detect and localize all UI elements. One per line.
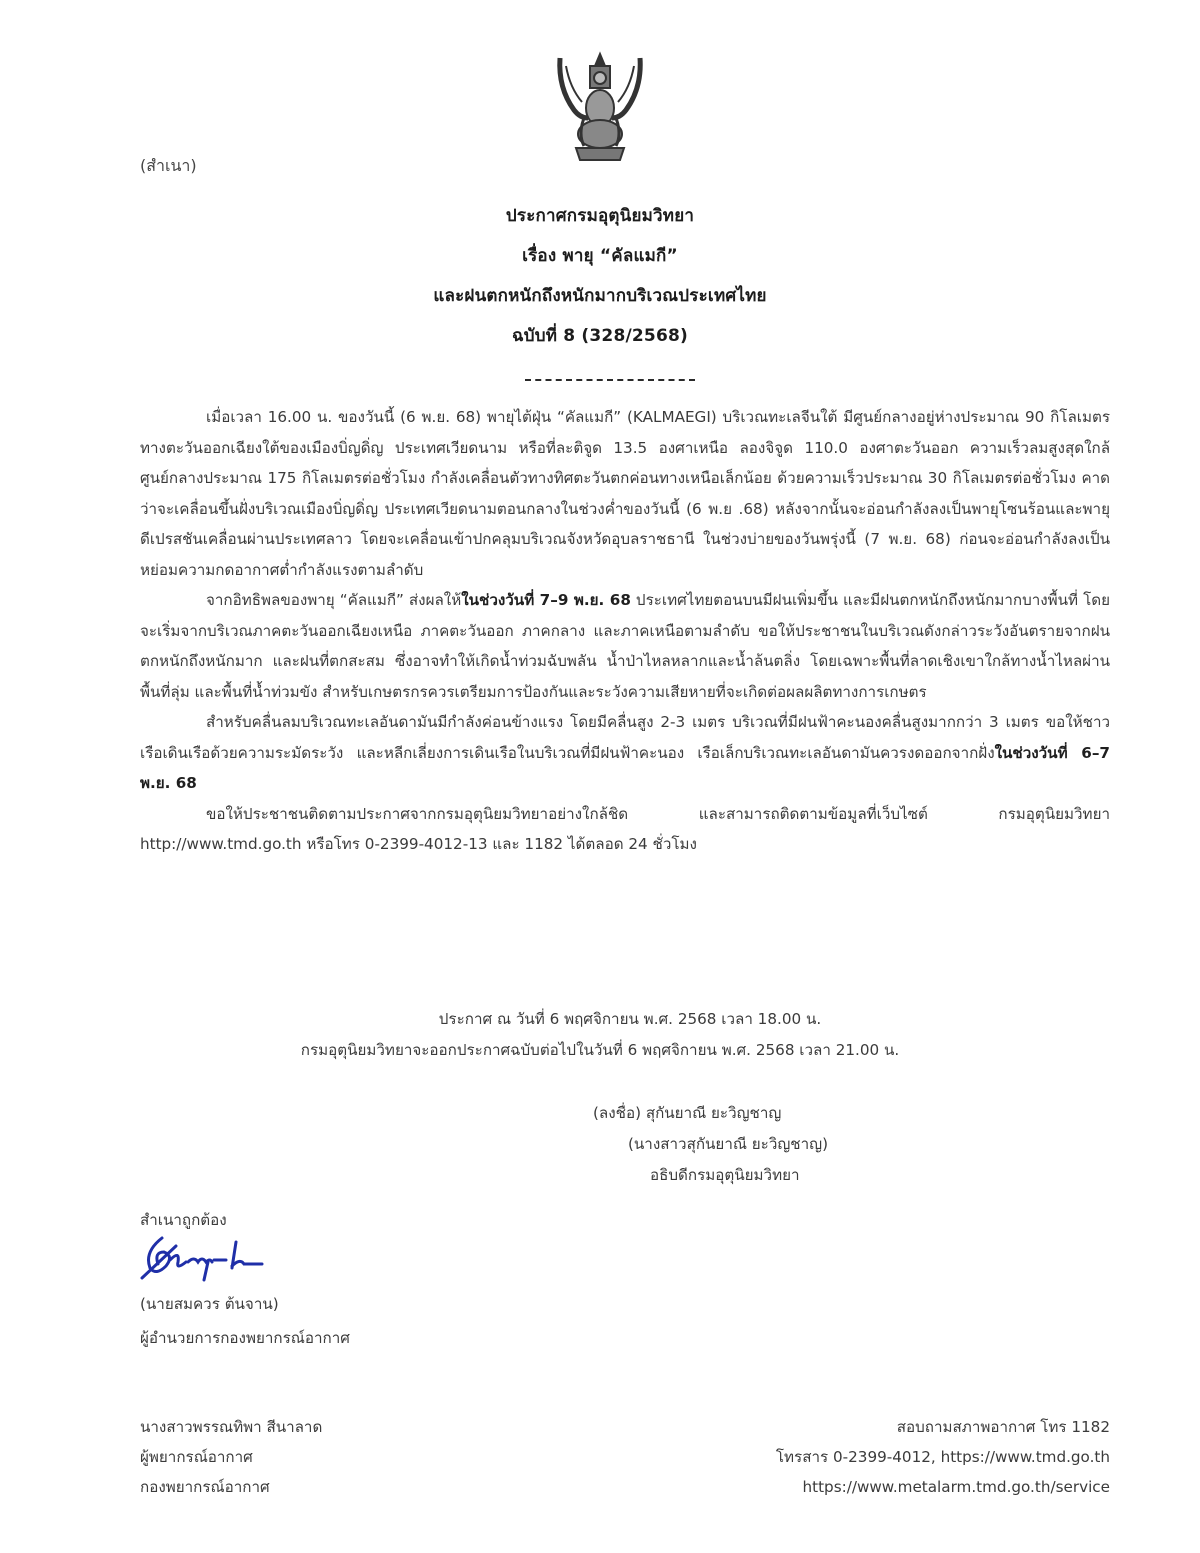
signed-name: (ลงชื่อ) สุกันยาณี ยะวิญชาญ	[593, 1104, 782, 1122]
paragraph-storm-position	[140, 402, 1110, 585]
bold-date-range: ในช่วงวันที่ 7–9 พ.ย. 68	[461, 591, 631, 609]
paragraph-rain-impact	[140, 585, 1110, 707]
announcement-dates	[0, 1004, 1200, 1066]
paragraph-text: ประเทศไทยตอนบนมีฝนเพิ่มขึ้น และมีฝนตกหนักถึงหนักมากบางพื้นที่ โดยจะเริ่มจากบริเวณภาคตะวันออกเฉียงเหนือ ภาคตะวันออก ภาคกลาง และภาคเหนือตามลำดับ ขอให้ประชาชนในบริเวณดังกล่าวระวังอันตรายจากฝนตกหนักถึงหนักมาก และฝนที่ตกสะสม ซึ่งอาจทำให้เกิดน้ำท่วมฉับพลัน น้ำป่าไหลหลากและน้ำล้นตลิ่ง โดยเฉพาะพื้นที่ลาดเชิงเขาใกล้ทางน้ำไหลผ่าน พื้นที่ลุ่ม และพื้นที่น้ำท่วมขัง สำหรับเกษตรกรควรเตรียมการป้องกันและระวังความเสียหายที่จะเกิดต่อผลผลิตทางการเกษตร	[140, 591, 1110, 701]
subject-line-2: และฝนตกหนักถึงหนักมากบริเวณประเทศไทย	[433, 286, 767, 306]
paragraph-text: ขอให้ประชาชนติดตามประกาศจากกรมอุตุนิยมวิทยาอย่างใกล้ชิด และสามารถติดตามข้อมูลที่เว็บไซต์ กรมอุตุนิยมวิทยา http://www.tmd.go.th หรือโทร 0-2399-4012-13 และ 1182 ได้ตลอด 24 ชั่วโมง	[140, 804, 1110, 853]
fax-and-website: โทรสาร 0-2399-4012, https://www.tmd.go.th	[775, 1448, 1110, 1466]
certifier-name: (นายสมควร ต้นจาน)	[140, 1295, 279, 1313]
agency-title: ประกาศกรมอุตุนิยมวิทยา	[505, 206, 695, 226]
garuda-emblem-icon	[540, 48, 660, 168]
paragraph-text: จากอิทธิพลของพายุ “คัลแมกี” ส่งผลให้	[206, 591, 462, 609]
announcement-body	[140, 402, 1110, 860]
issued-date: ประกาศ ณ วันที่ 6 พฤศจิกายน พ.ศ. 2568 เวลา 18.00 น.	[438, 1010, 822, 1028]
subject-line: เรื่อง พายุ “คัลแมกี”	[522, 246, 678, 266]
bold-date-range: ในช่วงวันที่ 6–7 พ.ย. 68	[140, 743, 1110, 792]
forecaster-role: ผู้พยากรณ์อากาศ	[140, 1448, 253, 1466]
contact-block	[776, 1412, 1110, 1502]
certifier-position: ผู้อำนวยการกองพยากรณ์อากาศ	[140, 1329, 350, 1347]
paragraph-text: เมื่อเวลา 16.00 น. ของวันนี้ (6 พ.ย. 68) พายุไต้ฝุ่น “คัลแมกี” (KALMAEGI) บริเวณทะเลจีนใต้ มีศูนย์กลางอยู่ห่างประมาณ 90 กิโลเมตร ทางตะวันออกเฉียงใต้ของเมืองบิ่ญดิ่ญ ประเทศเวียดนาม หรือที่ละติจูด 13.5 องศาเหนือ ลองจิจูด 110.0 องศาตะวันออก ความเร็วลมสูงสุดใกล้ศูนย์กลางประมาณ 175 กิโลเมตรต่อชั่วโมง กำลังเคลื่อนตัวทางทิศตะวันตกค่อนทางเหนือเล็กน้อย ด้วยความเร็วประมาณ 30 กิโลเมตรต่อชั่วโมง คาดว่าจะเคลื่อนขึ้นฝั่งบริเวณเมืองบิ่ญดิ่ญ ประเทศเวียดนามตอนกลางในช่วงค่ำของวันนี้ (6 พ.ย .68) หลังจากนั้นจะอ่อนกำลังลงเป็นพายุโซนร้อนและพายุดีเปรสชันเคลื่อนผ่านประเทศลาว โดยจะเคลื่อนเข้าปกคลุมบริเวณจังหวัดอุบลราชธานี ในช่วงบ่ายของวันพรุ่งนี้ (7 พ.ย. 68) ก่อนจะอ่อนกำลังลงเป็นหย่อมความกดอากาศต่ำกำลังแรงตามลำดับ	[140, 408, 1110, 579]
paragraph-sea-waves	[140, 707, 1110, 799]
paragraph-contact	[140, 799, 1110, 860]
signer-block	[593, 1098, 828, 1191]
paragraph-text: สำหรับคลื่นลมบริเวณทะเลอันดามันมีกำลังค่อนข้างแรง โดยมีคลื่นสูง 2-3 เมตร บริเวณที่มีฝนฟ้าคะนองคลื่นสูงมากกว่า 3 เมตร ขอให้ชาวเรือเดินเรือด้วยความระมัดระวัง และหลีกเลี่ยงการเดินเรือในบริเวณที่มีฝนฟ้าคะนอง เรือเล็กบริเวณทะเลอันดามันควรงดออกจากฝั่ง	[140, 713, 1110, 762]
title-divider	[525, 379, 695, 381]
next-issue-date: กรมอุตุนิยมวิทยาจะออกประกาศฉบับต่อไปในวันที่ 6 พฤศจิกายน พ.ศ. 2568 เวลา 21.00 น.	[300, 1041, 900, 1059]
signature-icon	[140, 1232, 265, 1282]
weather-hotline: สอบถามสภาพอากาศ โทร 1182	[896, 1418, 1110, 1436]
signer-position: อธิบดีกรมอุตุนิยมวิทยา	[650, 1166, 800, 1184]
metalarm-link[interactable]: https://www.metalarm.tmd.go.th/service	[802, 1478, 1110, 1496]
signer-full-name: (นางสาวสุกันยาณี ยะวิญชาญ)	[628, 1135, 828, 1153]
forecaster-division: กองพยากรณ์อากาศ	[140, 1478, 270, 1496]
issue-number: ฉบับที่ 8 (328/2568)	[512, 326, 688, 346]
copy-label: (สำเนา)	[140, 156, 197, 175]
title-block	[0, 196, 1200, 356]
forecaster-name: นางสาวพรรณทิพา สีนาลาด	[140, 1418, 323, 1436]
forecaster-block	[140, 1412, 322, 1502]
certified-copy-label: สำเนาถูกต้อง	[140, 1211, 227, 1229]
